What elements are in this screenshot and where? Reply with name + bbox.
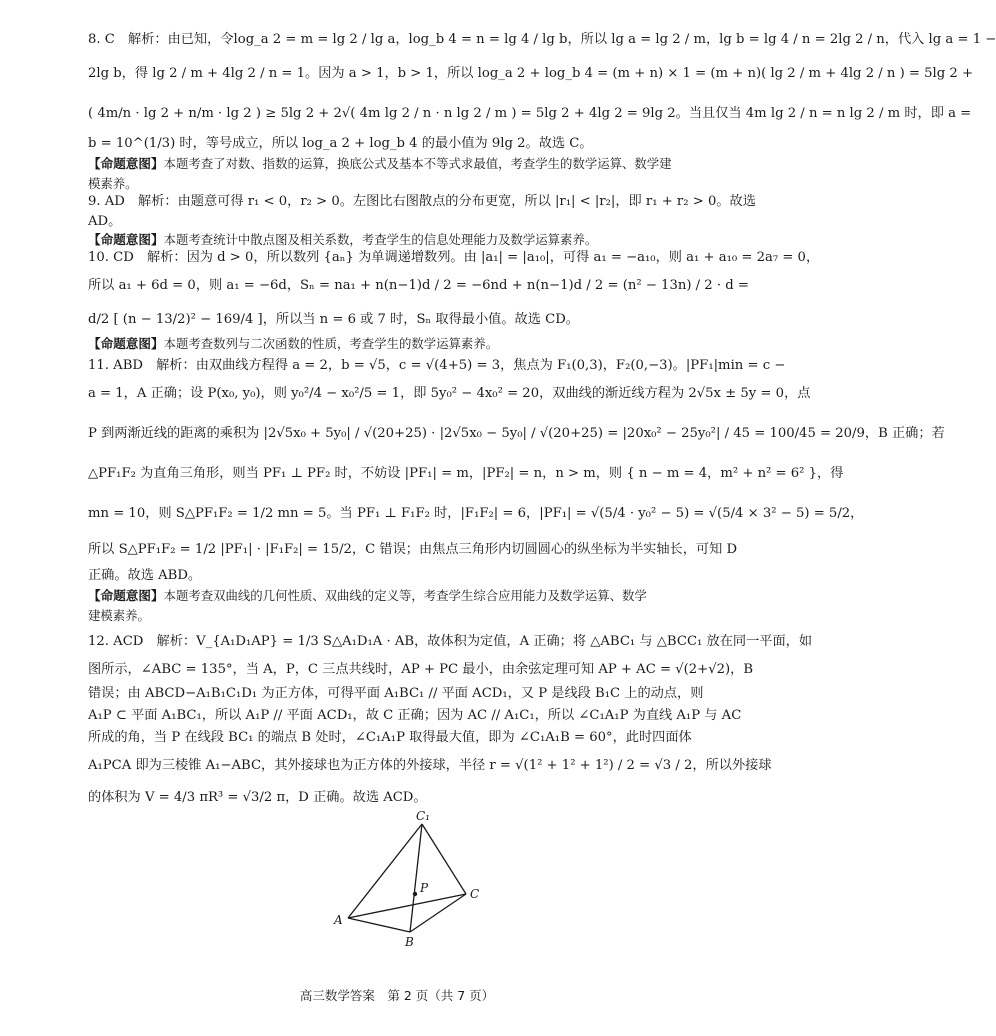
page-footer: 高三数学答案 第 2 页（共 7 页） (299, 988, 495, 1003)
intent-text: 本题考查数列与二次函数的性质，考查学生的数学运算素养。 (163, 336, 499, 351)
q12-line-1: 12. ACD 解析：V_{A₁D₁AP} = 1/3 S△A₁D₁A · AB，故体积为定值，A 正确；将 △ABC₁ 与 △BCC₁ 放在同一平面，如 (88, 634, 813, 649)
q8-line-4: b = 10^(1/3) 时，等号成立，所以 log_a 2 + log_b 4 的最小值为 9lg 2。故选 C。 (88, 136, 593, 151)
intent-text: 本题考查统计中散点图及相关系数，考查学生的信息处理能力及数学运算素养。 (163, 232, 598, 247)
label-b: B (405, 935, 414, 949)
q11-line-2: a = 1，A 正确；设 P(x₀, y₀)，则 y₀²/4 − x₀²/5 = 1，即 5y₀² − 4x₀² = 20，双曲线的渐近线方程为 2√5x ± 5y = 0，点 (88, 386, 811, 401)
q11-intent-line-1 (88, 586, 716, 607)
q8-line-2: 2lg b，得 lg 2 / m + 4lg 2 / n = 1。因为 a > 1，b > 1，所以 log_a 2 + log_b 4 = (m + n) × 1 = (m + n)( lg 2 / m + 4lg 2 / n ) = 5lg 2 + (88, 66, 974, 81)
label-a: A (334, 913, 343, 927)
q11-line-3: P 到两渐近线的距离的乘积为 |2√5x₀ + 5y₀| / √(20+25) · |2√5x₀ − 5y₀| / √(20+25) = |20x₀² − 25y₀²| / 45 = 100/45 = 20/9，B 正确；若 (88, 426, 945, 441)
geometry-figure (330, 808, 500, 948)
q12-line-4: A₁P ⊂ 平面 A₁BC₁，所以 A₁P // 平面 ACD₁，故 C 正确；因为 AC // A₁C₁，所以 ∠C₁A₁P 为直线 A₁P 与 AC (88, 708, 742, 723)
label-c1: C₁ (416, 809, 430, 823)
q8-line-1: 8. C 解析：由已知，令log_a 2 = m = lg 2 / lg a，log_b 4 = n = lg 4 / lg b，所以 lg a = lg 2 / m，lg b = lg 4 / n = 2lg 2 / n，代入 lg a = 1 − (88, 32, 996, 47)
q11-line-7: 正确。故选 ABD。 (88, 568, 202, 583)
q11-line-6: 所以 S△PF₁F₂ = 1/2 |PF₁| · |F₁F₂| = 15/2，C 错误；由焦点三角形内切圆圆心的纵坐标为半实轴长，可知 D (88, 542, 738, 557)
intent-label: 【命题意图】 (88, 336, 164, 351)
label-p: P (420, 881, 429, 895)
q11-line-1: 11. ABD 解析：由双曲线方程得 a = 2，b = √5，c = √(4+5) = 3，焦点为 F₁(0,3)，F₂(0,−3)。|PF₁|min = c − (88, 358, 786, 373)
intent-label: 【命题意图】 (88, 588, 164, 603)
q8-intent-line-2: 模素养。 (88, 176, 138, 191)
edge-c1-b (410, 824, 422, 932)
q10-line-3: d/2 [ (n − 13/2)² − 169/4 ]，所以当 n = 6 或 7 时，Sₙ 取得最小值。故选 CD。 (88, 312, 579, 327)
q11-line-5: mn = 10，则 S△PF₁F₂ = 1/2 mn = 5。当 PF₁ ⊥ F₁F₂ 时，|F₁F₂| = 6，|PF₁| = √(5/4 · y₀² − 5) = √(5/4 × 3² − 5) = 5/2， (88, 506, 864, 521)
intent-label: 【命题意图】 (88, 156, 164, 171)
intent-text: 本题考查双曲线的几何性质、双曲线的定义等，考查学生综合应用能力及数学运算、数学 (163, 588, 647, 603)
q11-line-4: △PF₁F₂ 为直角三角形，则当 PF₁ ⊥ PF₂ 时，不妨设 |PF₁| = m，|PF₂| = n，n > m，则 { n − m = 4，m² + n² = 6² }，得 (88, 466, 844, 481)
q8-intent-line-1 (88, 154, 716, 175)
q8-line-3: ( 4m/n · lg 2 + n/m · lg 2 ) ≥ 5lg 2 + 2√( 4m lg 2 / n · n lg 2 / m ) = 5lg 2 + 4lg 2 = 9lg 2。当且仅当 4m lg 2 / n = n lg 2 / m 时，即 a = (88, 106, 972, 121)
triangle-diagram (330, 808, 500, 948)
q12-line-7: 的体积为 V = 4/3 πR³ = √3/2 π，D 正确。故选 ACD。 (88, 790, 427, 805)
q12-line-6: A₁PCA 即为三棱锥 A₁−ABC，其外接球也为正方体的外接球，半径 r = √(1² + 1² + 1²) / 2 = √3 / 2，所以外接球 (88, 758, 772, 773)
point-p (413, 892, 417, 896)
edge-c1-a (348, 824, 422, 918)
q12-line-2: 图所示，∠ABC = 135°，当 A，P，C 三点共线时，AP + PC 最小，由余弦定理可知 AP + AC = √(2+√2)，B (88, 662, 754, 677)
q9-line-1: 9. AD 解析：由题意可得 r₁ < 0，r₂ > 0。左图比右图散点的分布更宽，所以 |r₁| < |r₂|，即 r₁ + r₂ > 0。故选 (88, 194, 756, 209)
q12-line-3: 错误；由 ABCD−A₁B₁C₁D₁ 为正方体，可得平面 A₁BC₁ // 平面 ACD₁，又 P 是线段 B₁C 上的动点，则 (88, 686, 704, 701)
edge-a-b (348, 918, 410, 932)
intent-label: 【命题意图】 (88, 232, 164, 247)
q10-intent-line-1 (88, 334, 716, 355)
q11-intent-line-2: 建模素养。 (88, 608, 150, 623)
intent-text: 本题考查了对数、指数的运算，换底公式及基本不等式求最值，考查学生的数学运算、数学建 (163, 156, 672, 171)
edge-c1-c (422, 824, 466, 894)
q10-line-1: 10. CD 解析：因为 d > 0，所以数列 {aₙ} 为单调递增数列。由 |a₁| = |a₁₀|，可得 a₁ = −a₁₀，则 a₁ + a₁₀ = 2a₇ = 0， (88, 250, 820, 265)
q10-line-2: 所以 a₁ + 6d = 0，则 a₁ = −6d，Sₙ = na₁ + n(n−1)d / 2 = −6nd + n(n−1)d / 2 = (n² − 13n) / 2 · d = (88, 278, 749, 293)
q9-line-2: AD。 (88, 214, 122, 229)
label-c: C (470, 887, 480, 901)
q12-line-5: 所成的角，当 P 在线段 BC₁ 的端点 B 处时，∠C₁A₁P 取得最大值，即为 ∠C₁A₁B = 60°，此时四面体 (88, 730, 692, 745)
